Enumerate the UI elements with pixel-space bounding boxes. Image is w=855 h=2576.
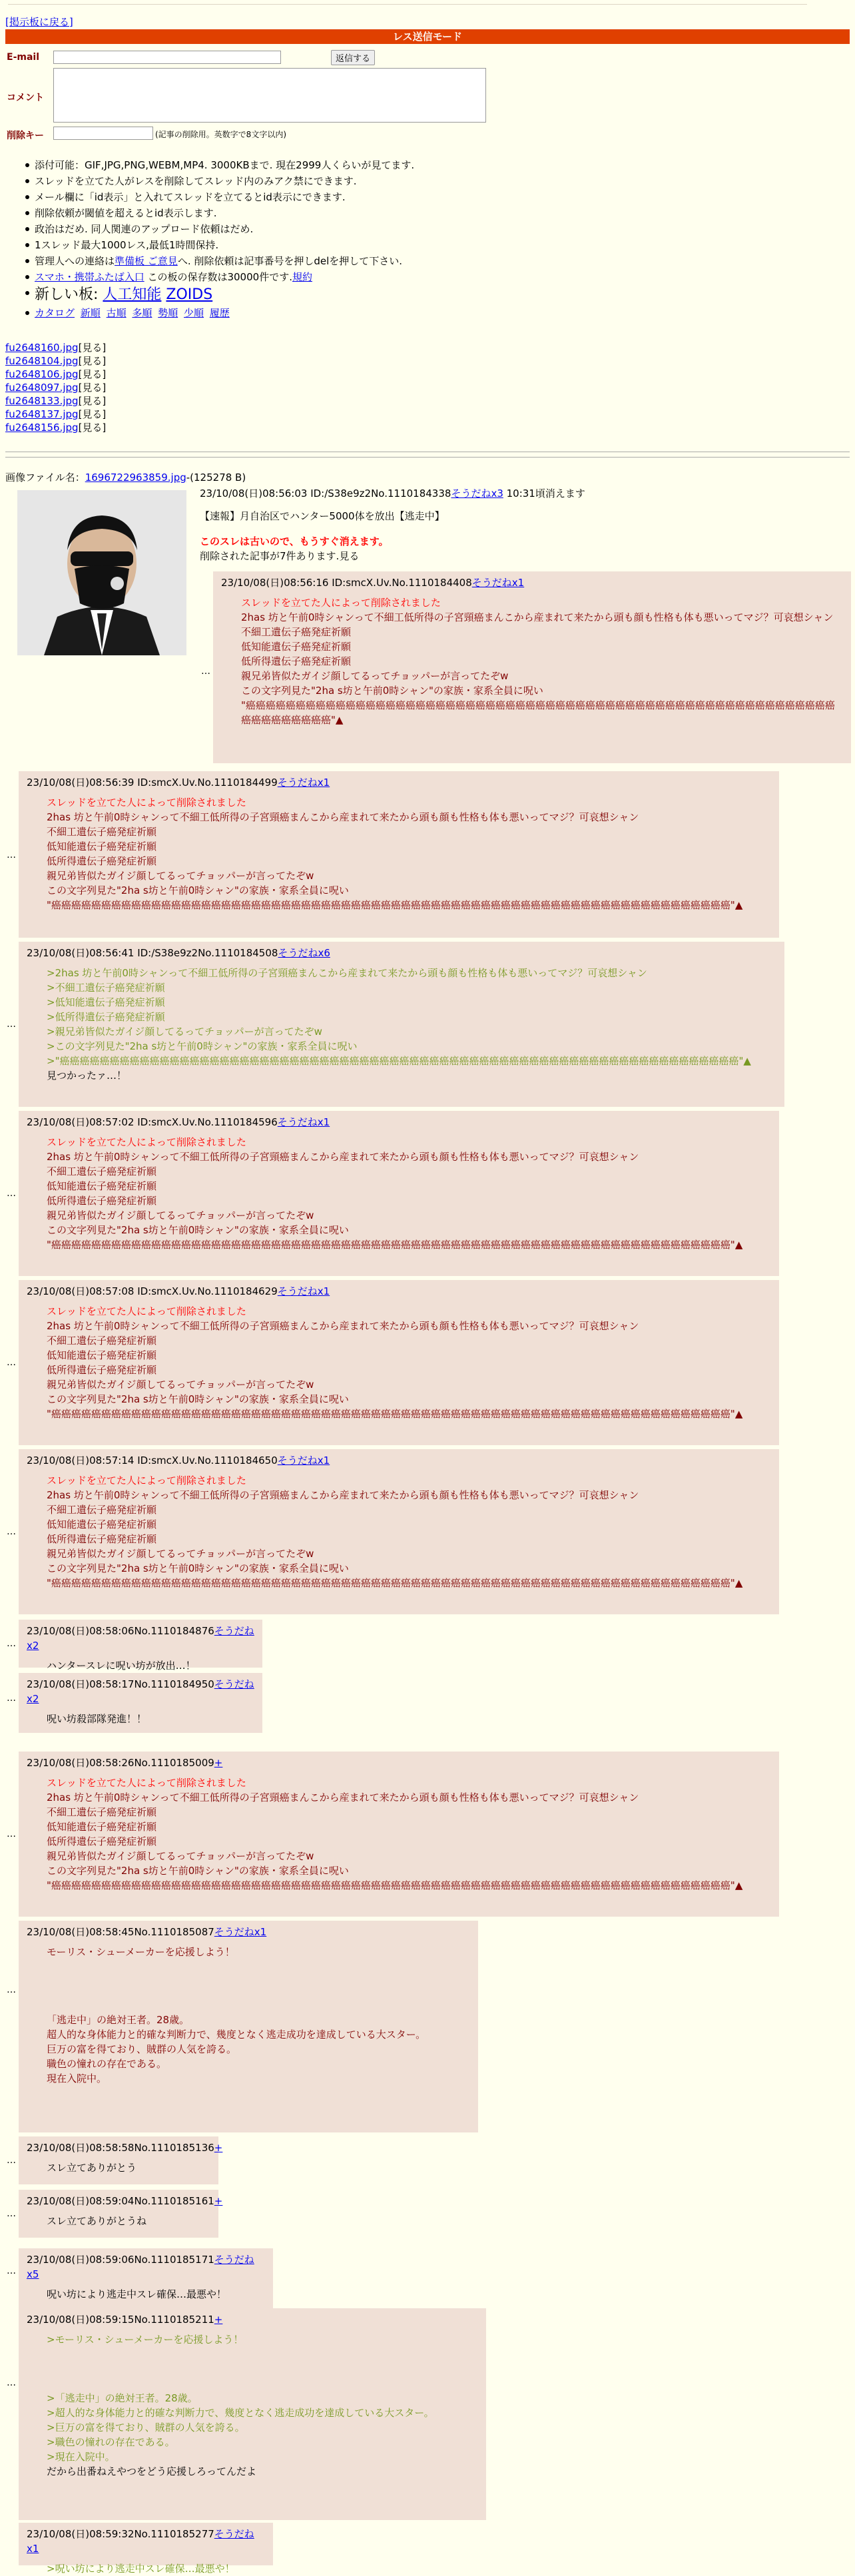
rule-item: 添付可能：GIF,JPG,PNG,WEBM,MP4. 3000KBまで. 現在2999人くらいが見てます. bbox=[35, 157, 414, 173]
file-item: fu2648137.jpg[見る] bbox=[5, 408, 107, 420]
reply-post: 23/10/08(日)08:59:15No.1110185211+ >モーリス・シューメーカーを応援しよう！ >「逃走中」の絶対王者。28歳。 >超人的な身体能力と的確な判断力で、幾度となく逃走成功を達成している大スター。 >巨万の富を得ており、賊群の人気を誇る。 >職色の憧れの存在である。 >現在入院中。 だから出番ねえやつをどう応援しろってんだよ bbox=[19, 2308, 486, 2520]
delkey-input[interactable] bbox=[53, 127, 153, 140]
triangle-icon: ▲ bbox=[734, 1879, 743, 1891]
top-rule bbox=[8, 4, 807, 5]
new-board: 新しい板: 人工知能 ZOIDS bbox=[35, 285, 414, 305]
prep-board-link[interactable]: 準備板 bbox=[115, 255, 145, 267]
send-button[interactable]: 返信する bbox=[331, 50, 375, 65]
reply-dots: … bbox=[7, 1526, 16, 1537]
triangle-icon: ▲ bbox=[734, 1408, 743, 1420]
zoids-board-link[interactable]: ZOIDS bbox=[166, 286, 213, 303]
reply-post: 23/10/08(日)08:58:45No.1110185087そうだねx1 モーリス・シューメーカーを応援しよう！ 「逃走中」の絶対王者。28歳。 超人的な身体能力と的確な判断力で、幾度となく逃走成功を達成している大スター。 巨万の富を得ており、賊群の人気を誇る。 職色の憧れの存在である。 現在入院中。 bbox=[19, 1921, 478, 2132]
sort-momentum-link[interactable]: 勢順 bbox=[158, 307, 178, 319]
comment-label: コメント bbox=[7, 93, 44, 103]
triangle-icon: ▲ bbox=[734, 1239, 743, 1251]
rule-item: スレッドを立てた人がレスを削除してスレッド内のみアク禁にできます. bbox=[35, 173, 414, 189]
reply-post: 23/10/08(日)08:58:06No.1110184876そうだねx2 ハンタースレに呪い坊が放出…！ bbox=[19, 1620, 262, 1668]
rule-item: 政治はだめ. 同人関連のアップロード依頼はだめ. bbox=[35, 221, 414, 237]
file-item: fu2648097.jpg[見る] bbox=[5, 382, 107, 394]
reply-post: 23/10/08(日)08:59:32No.1110185277そうだねx1 >呪い坊により逃走中スレ確保…最悪や！ bbox=[19, 2523, 273, 2565]
rule-item-admin: 管理人への連絡は準備板 ご意見へ. 削除依頼は記事番号を押しdelを押して下さい. bbox=[35, 253, 414, 269]
image-file-line: 画像ファイル名：1696722963859.jpg-(125278 B) bbox=[5, 472, 246, 483]
op-header: 23/10/08(日)08:56:03 ID:/S38e9z2No.1110184338そうだねx3 10:31頃消えます bbox=[200, 487, 585, 499]
sodane-button[interactable]: + bbox=[214, 2195, 223, 2207]
sodane-button[interactable]: そうだねx5 bbox=[27, 2254, 254, 2280]
reply-post: 23/10/08(日)08:58:17No.1110184950そうだねx2 呪い坊殺部隊発進！！ bbox=[19, 1673, 262, 1733]
sodane-button[interactable]: そうだねx1 bbox=[277, 1454, 330, 1466]
reply-post: 23/10/08(日)08:57:02 ID:smcX.Uv.No.1110184596そうだねx1 スレッドを立てた人によって削除されました 2has 坊と午前0時シャンって不細工低所得の子宮頸癌まんこから産まれて来たから頭も顔も性格も体も悪いってマジ？可哀想シャン 不細工遺伝子癌発症祈願 低知能遺伝子癌発症祈願 低所得遺伝子癌発症祈願 親兄弟皆似たガイジ顔してるってチョッパーが言ってたぞw この文字列見た"2ha s坊と午前0時シャン"の家族・家系全員に呪い "癌癌癌癌癌癌癌癌癌癌癌癌癌癌癌癌癌癌癌癌癌癌癌癌癌癌癌癌癌癌癌癌癌癌癌癌癌癌癌癌癌癌癌癌癌癌癌癌癌癌癌癌癌癌癌癌癌癌癌癌癌癌癌癌癌癌癌癌"▲ bbox=[19, 1111, 779, 1276]
reply-post: 23/10/08(日)08:58:26No.1110185009+ スレッドを立てた人によって削除されました 2has 坊と午前0時シャンって不細工低所得の子宮頸癌まんこから産まれて来たから頭も顔も性格も体も悪いってマジ？可哀想シャン 不細工遺伝子癌発症祈願 低知能遺伝子癌発症祈願 低所得遺伝子癌発症祈願 親兄弟皆似たガイジ顔してるってチョッパーが言ってたぞw この文字列見た"2ha s坊と午前0時シャン"の家族・家系全員に呪い "癌癌癌癌癌癌癌癌癌癌癌癌癌癌癌癌癌癌癌癌癌癌癌癌癌癌癌癌癌癌癌癌癌癌癌癌癌癌癌癌癌癌癌癌癌癌癌癌癌癌癌癌癌癌癌癌癌癌癌癌癌癌癌癌癌癌癌癌"▲ bbox=[19, 1752, 779, 1917]
reply-dots: … bbox=[7, 1019, 16, 1030]
file-item: fu2648156.jpg[見る] bbox=[5, 422, 107, 434]
rule-item: 削除依頼が閾値を超えるとid表示します. bbox=[35, 205, 414, 221]
reply-dots: … bbox=[7, 1829, 16, 1839]
reply-post: 23/10/08(日)08:56:16 ID:smcX.Uv.No.1110184408そうだねx1 スレッドを立てた人によって削除されました 2has 坊と午前0時シャンって不細工低所得の子宮頸癌まんこから産まれて来たから頭も顔も性格も体も悪いってマジ？可哀想シャン 不細工遺伝子癌発症祈願 低知能遺伝子癌発症祈願 低所得遺伝子癌発症祈願 親兄弟皆似たガイジ顔してるってチョッパーが言ってたぞw この文字列見た"2ha s坊と午前0時シャン"の家族・家系全員に呪い "癌癌癌癌癌癌癌癌癌癌癌癌癌癌癌癌癌癌癌癌癌癌癌癌癌癌癌癌癌癌癌癌癌癌癌癌癌癌癌癌癌癌癌癌癌癌癌癌癌癌癌癌癌癌癌癌癌癌癌癌癌癌癌癌癌癌癌癌"▲ bbox=[213, 571, 851, 763]
catalog-link[interactable]: カタログ bbox=[35, 307, 75, 319]
terms-link[interactable]: 規約 bbox=[292, 271, 312, 283]
reply-dots: … bbox=[7, 2208, 16, 2219]
mobile-link[interactable]: スマホ・携帯ふたば入口 bbox=[35, 271, 144, 283]
sodane-button[interactable]: + bbox=[214, 2314, 223, 2326]
triangle-icon: ▲ bbox=[734, 899, 743, 911]
reply-post: 23/10/08(日)08:59:04No.1110185161+ スレ立てありがとうね bbox=[19, 2190, 218, 2238]
rules-list bbox=[35, 157, 414, 321]
opinion-link[interactable]: ご意見 bbox=[144, 255, 178, 267]
history-link[interactable]: 履歴 bbox=[209, 307, 230, 319]
rule-item: メール欄に「id表示」と入れてスレッドを立てるとid表示にできます. bbox=[35, 189, 414, 205]
image-file-link[interactable]: 1696722963859.jpg bbox=[85, 472, 186, 483]
sodane-button[interactable]: + bbox=[214, 2142, 223, 2154]
rule-item: 1スレッド最大1000レス,最低1時間保持. bbox=[35, 237, 414, 253]
triangle-icon: ▲ bbox=[335, 714, 344, 726]
sodane-button[interactable]: そうだねx3 bbox=[451, 487, 503, 499]
triangle-icon: ▲ bbox=[734, 1577, 743, 1589]
reply-post: 23/10/08(日)08:56:39 ID:smcX.Uv.No.1110184499そうだねx1 スレッドを立てた人によって削除されました 2has 坊と午前0時シャンって不細工低所得の子宮頸癌まんこから産まれて来たから頭も顔も性格も体も悪いってマジ？可哀想シャン 不細工遺伝子癌発症祈願 低知能遺伝子癌発症祈願 低所得遺伝子癌発症祈願 親兄弟皆似たガイジ顔してるってチョッパーが言ってたぞw この文字列見た"2ha s坊と午前0時シャン"の家族・家系全員に呪い "癌癌癌癌癌癌癌癌癌癌癌癌癌癌癌癌癌癌癌癌癌癌癌癌癌癌癌癌癌癌癌癌癌癌癌癌癌癌癌癌癌癌癌癌癌癌癌癌癌癌癌癌癌癌癌癌癌癌癌癌癌癌癌癌癌癌癌癌"▲ bbox=[19, 771, 779, 938]
sort-new-link[interactable]: 新順 bbox=[80, 307, 101, 319]
rule-item-mobile: スマホ・携帯ふたば入口 この板の保存数は30000件です.規約 bbox=[35, 269, 414, 285]
mode-bar: レス送信モード bbox=[5, 29, 850, 44]
catalog-links bbox=[35, 305, 414, 321]
sodane-button[interactable]: そうだねx1 bbox=[214, 1926, 267, 1938]
reply-post: 23/10/08(日)08:59:06No.1110185171そうだねx5 呪い坊により逃走中スレ確保…最悪や！ bbox=[19, 2248, 273, 2308]
reply-dots: … bbox=[7, 1985, 16, 1995]
sodane-button[interactable]: そうだねx1 bbox=[471, 577, 525, 589]
delkey-label: 削除キー bbox=[7, 131, 44, 141]
reply-post: 23/10/08(日)08:57:08 ID:smcX.Uv.No.1110184629そうだねx1 スレッドを立てた人によって削除されました 2has 坊と午前0時シャンって不細工低所得の子宮頸癌まんこから産まれて来たから頭も顔も性格も体も悪いってマジ？可哀想シャン 不細工遺伝子癌発症祈願 低知能遺伝子癌発症祈願 低所得遺伝子癌発症祈願 親兄弟皆似たガイジ顔してるってチョッパーが言ってたぞw この文字列見た"2ha s坊と午前0時シャン"の家族・家系全員に呪い "癌癌癌癌癌癌癌癌癌癌癌癌癌癌癌癌癌癌癌癌癌癌癌癌癌癌癌癌癌癌癌癌癌癌癌癌癌癌癌癌癌癌癌癌癌癌癌癌癌癌癌癌癌癌癌癌癌癌癌癌癌癌癌癌癌癌癌癌"▲ bbox=[19, 1280, 779, 1445]
sodane-button[interactable]: そうだねx2 bbox=[27, 1625, 254, 1652]
file-item: fu2648104.jpg[見る] bbox=[5, 355, 107, 367]
deleted-count: 削除された記事が7件あります.見る bbox=[200, 550, 360, 562]
reply-dots: … bbox=[7, 1638, 16, 1649]
expire-warning: このスレは古いので、もうすぐ消えます。 bbox=[200, 535, 389, 547]
email-label: E-mail bbox=[7, 52, 40, 63]
sodane-button[interactable]: そうだねx1 bbox=[27, 2528, 254, 2555]
sort-many-link[interactable]: 多順 bbox=[132, 307, 152, 319]
reply-dots: … bbox=[7, 1188, 16, 1199]
op-thumbnail[interactable] bbox=[17, 490, 186, 655]
email-input[interactable] bbox=[53, 51, 281, 64]
sodane-button[interactable]: + bbox=[214, 1757, 223, 1769]
reply-dots: … bbox=[7, 850, 16, 860]
reply-dots: … bbox=[7, 2266, 16, 2276]
reply-dots: … bbox=[7, 2155, 16, 2166]
sort-few-link[interactable]: 少順 bbox=[183, 307, 204, 319]
divider bbox=[5, 457, 850, 458]
sodane-button[interactable]: そうだねx2 bbox=[27, 1678, 254, 1705]
op-title: 【速報】月自治区でハンター5000体を放出【逃走中】 bbox=[200, 510, 445, 522]
comment-field[interactable] bbox=[53, 68, 486, 123]
sodane-button[interactable]: そうだねx1 bbox=[277, 1285, 330, 1297]
sodane-button[interactable]: そうだねx1 bbox=[277, 1116, 330, 1128]
file-item: fu2648133.jpg[見る] bbox=[5, 395, 107, 407]
reply-dots: … bbox=[7, 1357, 16, 1368]
file-list bbox=[5, 341, 106, 434]
op-post bbox=[200, 486, 839, 563]
delkey-note: (記事の削除用。英数字で8文字以内) bbox=[155, 130, 286, 139]
triangle-icon: ▲ bbox=[743, 1055, 751, 1067]
file-item: fu2648160.jpg[見る] bbox=[5, 342, 107, 354]
sodane-button[interactable]: そうだねx6 bbox=[278, 947, 330, 959]
reply-dots: … bbox=[201, 666, 210, 677]
sort-old-link[interactable]: 古順 bbox=[106, 307, 127, 319]
reply-post: 23/10/08(日)08:56:41 ID:/S38e9z2No.1110184508そうだねx6 >2has 坊と午前0時シャンって不細工低所得の子宮頸癌まんこから産まれて来たから頭も顔も性格も体も悪いってマジ？可哀想シャン >不細工遺伝子癌発症祈願 >低知能遺伝子癌発症祈願 >低所得遺伝子癌発症祈願 >親兄弟皆似たガイジ顔してるってチョッパーが言ってたぞw >この文字列見た"2ha s坊と午前0時シャン"の家族・家系全員に呪い >"癌癌癌癌癌癌癌癌癌癌癌癌癌癌癌癌癌癌癌癌癌癌癌癌癌癌癌癌癌癌癌癌癌癌癌癌癌癌癌癌癌癌癌癌癌癌癌癌癌癌癌癌癌癌癌癌癌癌癌癌癌癌癌癌癌癌癌癌"▲ 見つかったァ…！ bbox=[19, 942, 784, 1107]
file-item: fu2648106.jpg[見る] bbox=[5, 368, 107, 380]
reply-post: 23/10/08(日)08:57:14 ID:smcX.Uv.No.1110184650そうだねx1 スレッドを立てた人によって削除されました 2has 坊と午前0時シャンって不細工低所得の子宮頸癌まんこから産まれて来たから頭も顔も性格も体も悪いってマジ？可哀想シャン 不細工遺伝子癌発症祈願 低知能遺伝子癌発症祈願 低所得遺伝子癌発症祈願 親兄弟皆似たガイジ顔してるってチョッパーが言ってたぞw この文字列見た"2ha s坊と午前0時シャン"の家族・家系全員に呪い "癌癌癌癌癌癌癌癌癌癌癌癌癌癌癌癌癌癌癌癌癌癌癌癌癌癌癌癌癌癌癌癌癌癌癌癌癌癌癌癌癌癌癌癌癌癌癌癌癌癌癌癌癌癌癌癌癌癌癌癌癌癌癌癌癌癌癌癌"▲ bbox=[19, 1449, 779, 1614]
ai-board-link[interactable]: 人工知能 bbox=[103, 286, 162, 303]
reply-dots: … bbox=[7, 1693, 16, 1704]
sodane-button[interactable]: そうだねx1 bbox=[277, 777, 330, 789]
back-link[interactable]: [掲示板に戻る] bbox=[5, 16, 73, 28]
reply-dots: … bbox=[7, 2378, 16, 2388]
reply-post: 23/10/08(日)08:58:58No.1110185136+ スレ立てありがとう bbox=[19, 2136, 218, 2184]
